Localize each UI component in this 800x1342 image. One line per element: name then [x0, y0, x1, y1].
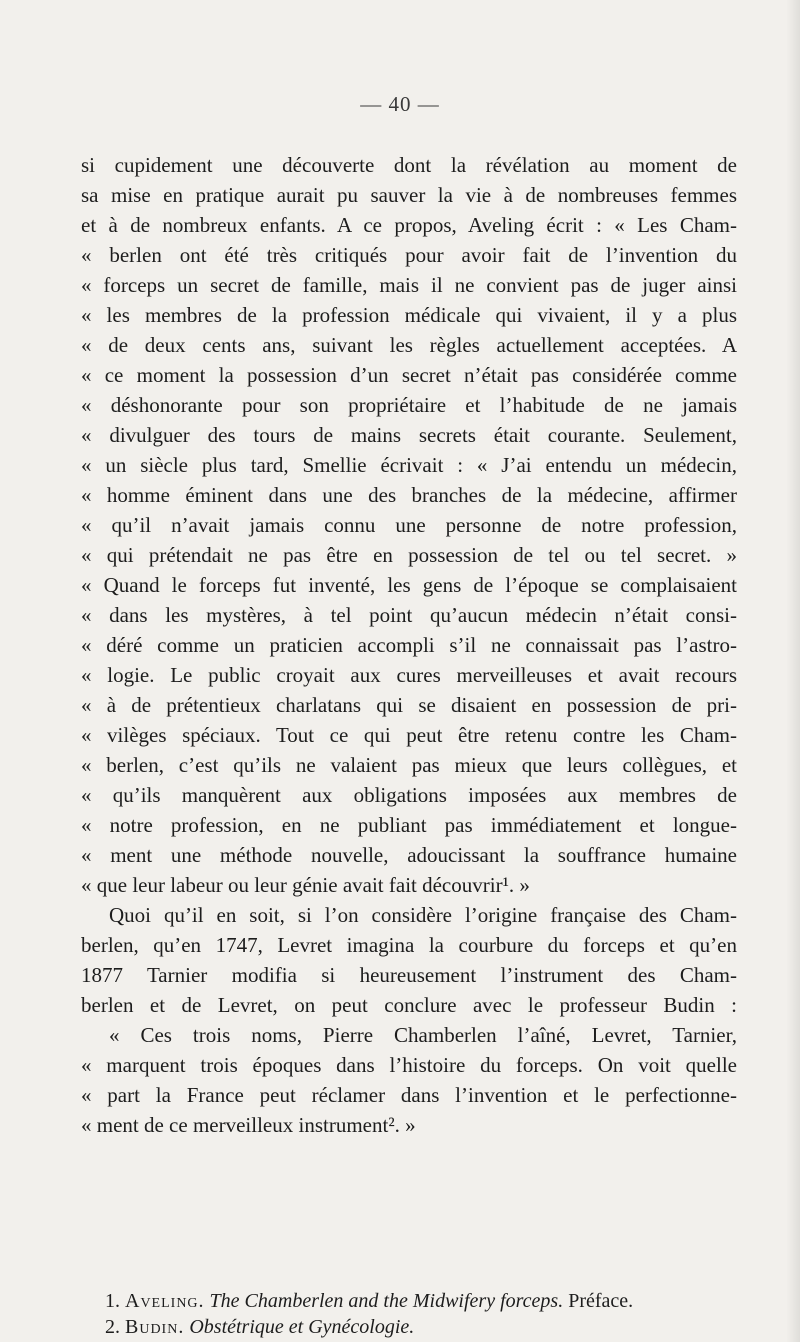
footnote-author: Aveling.	[125, 1290, 205, 1312]
text-line: « ment une méthode nouvelle, adoucissant la souffrance humaine	[81, 843, 737, 867]
text-line: « part la France peut réclamer dans l’invention et le perfectionne-	[81, 1083, 737, 1107]
footnote	[105, 1288, 745, 1314]
text-line: « qu’ils manquèrent aux obligations imposées aux membres de	[81, 783, 737, 807]
footnote-number: 1.	[105, 1290, 120, 1312]
text-line: « ce moment la possession d’un secret n’était pas considérée comme	[81, 363, 737, 387]
footnote-note: Préface.	[568, 1290, 634, 1312]
text-line: berlen et de Levret, on peut conclure avec le professeur Budin :	[81, 993, 737, 1017]
text-line: « les membres de la profession médicale qui vivaient, il y a plus	[81, 303, 737, 327]
text-line: « déré comme un praticien accompli s’il ne connaissait pas l’astro-	[81, 633, 737, 657]
text-line: berlen, qu’en 1747, Levret imagina la courbure du forceps et qu’en	[81, 933, 737, 957]
text-line: « forceps un secret de famille, mais il ne convient pas de juger ainsi	[81, 273, 737, 297]
text-line: « ment de ce merveilleux instrument². »	[81, 1113, 416, 1137]
page-edge-shadow	[786, 0, 800, 1342]
footnote	[105, 1314, 745, 1340]
text-line: « déshonorante pour son propriétaire et l’habitude de ne jamais	[81, 393, 737, 417]
text-line: « un siècle plus tard, Smellie écrivait : « J’ai entendu un médecin,	[81, 453, 737, 477]
text-line: sa mise en pratique aurait pu sauver la vie à de nombreuses femmes	[81, 183, 737, 207]
text-line: « logie. Le public croyait aux cures merveilleuses et avait recours	[81, 663, 737, 687]
text-line: « divulguer des tours de mains secrets était courante. Seulement,	[81, 423, 737, 447]
page-number: — 40 —	[360, 92, 440, 116]
text-line: « dans les mystères, à tel point qu’aucun médecin n’était consi-	[81, 603, 737, 627]
footnote-title: The Chamberlen and the Midwifery forceps.	[209, 1290, 564, 1312]
text-line: 1877 Tarnier modifia si heureusement l’instrument des Cham-	[81, 963, 737, 987]
text-line: « berlen ont été très critiqués pour avoir fait de l’invention du	[81, 243, 737, 267]
footnote-author: Budin.	[125, 1316, 185, 1338]
footnote-title: Obstétrique et Gynécologie.	[189, 1316, 415, 1338]
body-text	[81, 150, 737, 1140]
text-line: « marquent trois époques dans l’histoire du forceps. On voit quelle	[81, 1053, 737, 1077]
text-line: « à de prétentieux charlatans qui se disaient en possession de pri-	[81, 693, 737, 717]
text-line: « que leur labeur ou leur génie avait fait découvrir¹. »	[81, 873, 530, 897]
text-line: « Quand le forceps fut inventé, les gens de l’époque se complaisaient	[81, 573, 737, 597]
text-line: « berlen, c’est qu’ils ne valaient pas mieux que leurs collègues, et	[81, 753, 737, 777]
text-line: Quoi qu’il en soit, si l’on considère l’origine française des Cham-	[109, 903, 737, 927]
footnote-number: 2.	[105, 1316, 120, 1338]
text-line: « qu’il n’avait jamais connu une personne de notre profession,	[81, 513, 737, 537]
text-line: « homme éminent dans une des branches de la médecine, affirmer	[81, 483, 737, 507]
text-line: « Ces trois noms, Pierre Chamberlen l’aîné, Levret, Tarnier,	[109, 1023, 737, 1047]
text-line: « de deux cents ans, suivant les règles actuellement acceptées. A	[81, 333, 737, 357]
text-line: « qui prétendait ne pas être en possession de tel ou tel secret. »	[81, 543, 737, 567]
footnotes	[105, 1288, 745, 1340]
text-line: si cupidement une découverte dont la révélation au moment de	[81, 153, 737, 177]
text-line: « vilèges spéciaux. Tout ce qui peut être retenu contre les Cham-	[81, 723, 737, 747]
text-line: « notre profession, en ne publiant pas immédiatement et longue-	[81, 813, 737, 837]
text-line: et à de nombreux enfants. A ce propos, Aveling écrit : « Les Cham-	[81, 213, 737, 237]
